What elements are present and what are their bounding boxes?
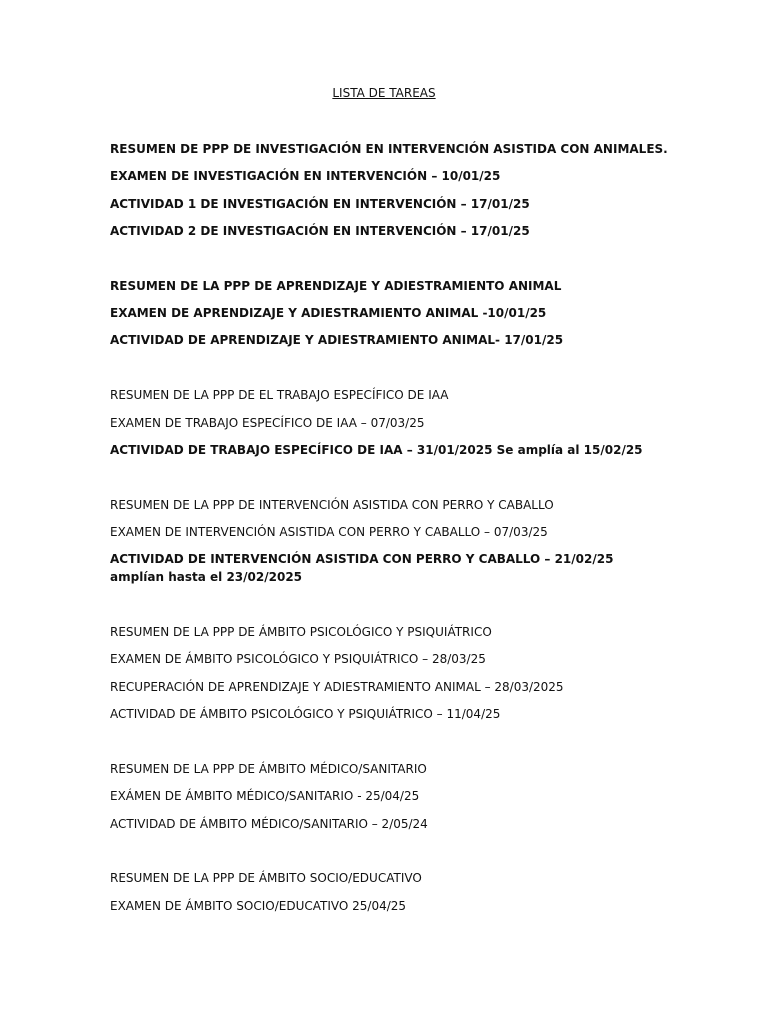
task-line: EXAMEN DE INTERVENCIÓN ASISTIDA CON PERRO Y CABALLO – 07/03/25 [110, 525, 548, 539]
task-line: RESUMEN DE LA PPP DE APRENDIZAJE Y ADIESTRAMIENTO ANIMAL [110, 279, 562, 293]
task-line: EXAMEN DE ÁMBITO SOCIO/EDUCATIVO 25/04/25 [110, 899, 407, 913]
task-line: RESUMEN DE LA PPP DE ÁMBITO MÉDICO/SANITARIO [110, 762, 427, 776]
task-line: EXAMEN DE APRENDIZAJE Y ADIESTRAMIENTO ANIMAL -10/01/25 [110, 306, 547, 320]
task-line: ACTIVIDAD DE TRABAJO ESPECÍFICO DE IAA – 31/01/2025 Se amplía al 15/02/25 [110, 443, 643, 457]
page-title: LISTA DE TAREAS [332, 86, 436, 100]
task-line: EXAMEN DE ÁMBITO PSICOLÓGICO Y PSIQUIÁTRICO – 28/03/25 [110, 652, 486, 666]
task-line: RESUMEN DE PPP DE INVESTIGACIÓN EN INTERVENCIÓN ASISTIDA CON ANIMALES. [110, 142, 668, 156]
task-line: RESUMEN DE LA PPP DE ÁMBITO PSICOLÓGICO Y PSIQUIÁTRICO [110, 625, 492, 639]
task-line: ACTIVIDAD DE ÁMBITO MÉDICO/SANITARIO – 2/05/24 [110, 817, 428, 831]
task-line: ACTIVIDAD 1 DE INVESTIGACIÓN EN INTERVENCIÓN – 17/01/25 [110, 197, 530, 211]
task-line: ACTIVIDAD DE INTERVENCIÓN ASISTIDA CON PERRO Y CABALLO – 21/02/25 amplían hasta el 23/02/2025 [110, 552, 614, 584]
task-line: RESUMEN DE LA PPP DE EL TRABAJO ESPECÍFICO DE IAA [110, 388, 449, 402]
task-line: ACTIVIDAD 2 DE INVESTIGACIÓN EN INTERVENCIÓN – 17/01/25 [110, 224, 530, 238]
task-line: EXÁMEN DE ÁMBITO MÉDICO/SANITARIO - 25/04/25 [110, 789, 420, 803]
task-line: EXAMEN DE TRABAJO ESPECÍFICO DE IAA – 07/03/25 [110, 416, 425, 430]
task-line: RECUPERACIÓN DE APRENDIZAJE Y ADIESTRAMIENTO ANIMAL – 28/03/2025 [110, 680, 564, 694]
task-line: EXAMEN DE INVESTIGACIÓN EN INTERVENCIÓN – 10/01/25 [110, 169, 501, 183]
task-line: ACTIVIDAD DE APRENDIZAJE Y ADIESTRAMIENTO ANIMAL- 17/01/25 [110, 333, 564, 347]
task-line: RESUMEN DE LA PPP DE ÁMBITO SOCIO/EDUCATIVO [110, 871, 422, 885]
task-line: RESUMEN DE LA PPP DE INTERVENCIÓN ASISTIDA CON PERRO Y CABALLO [110, 498, 554, 512]
task-line: ACTIVIDAD DE ÁMBITO PSICOLÓGICO Y PSIQUIÁTRICO – 11/04/25 [110, 707, 501, 721]
